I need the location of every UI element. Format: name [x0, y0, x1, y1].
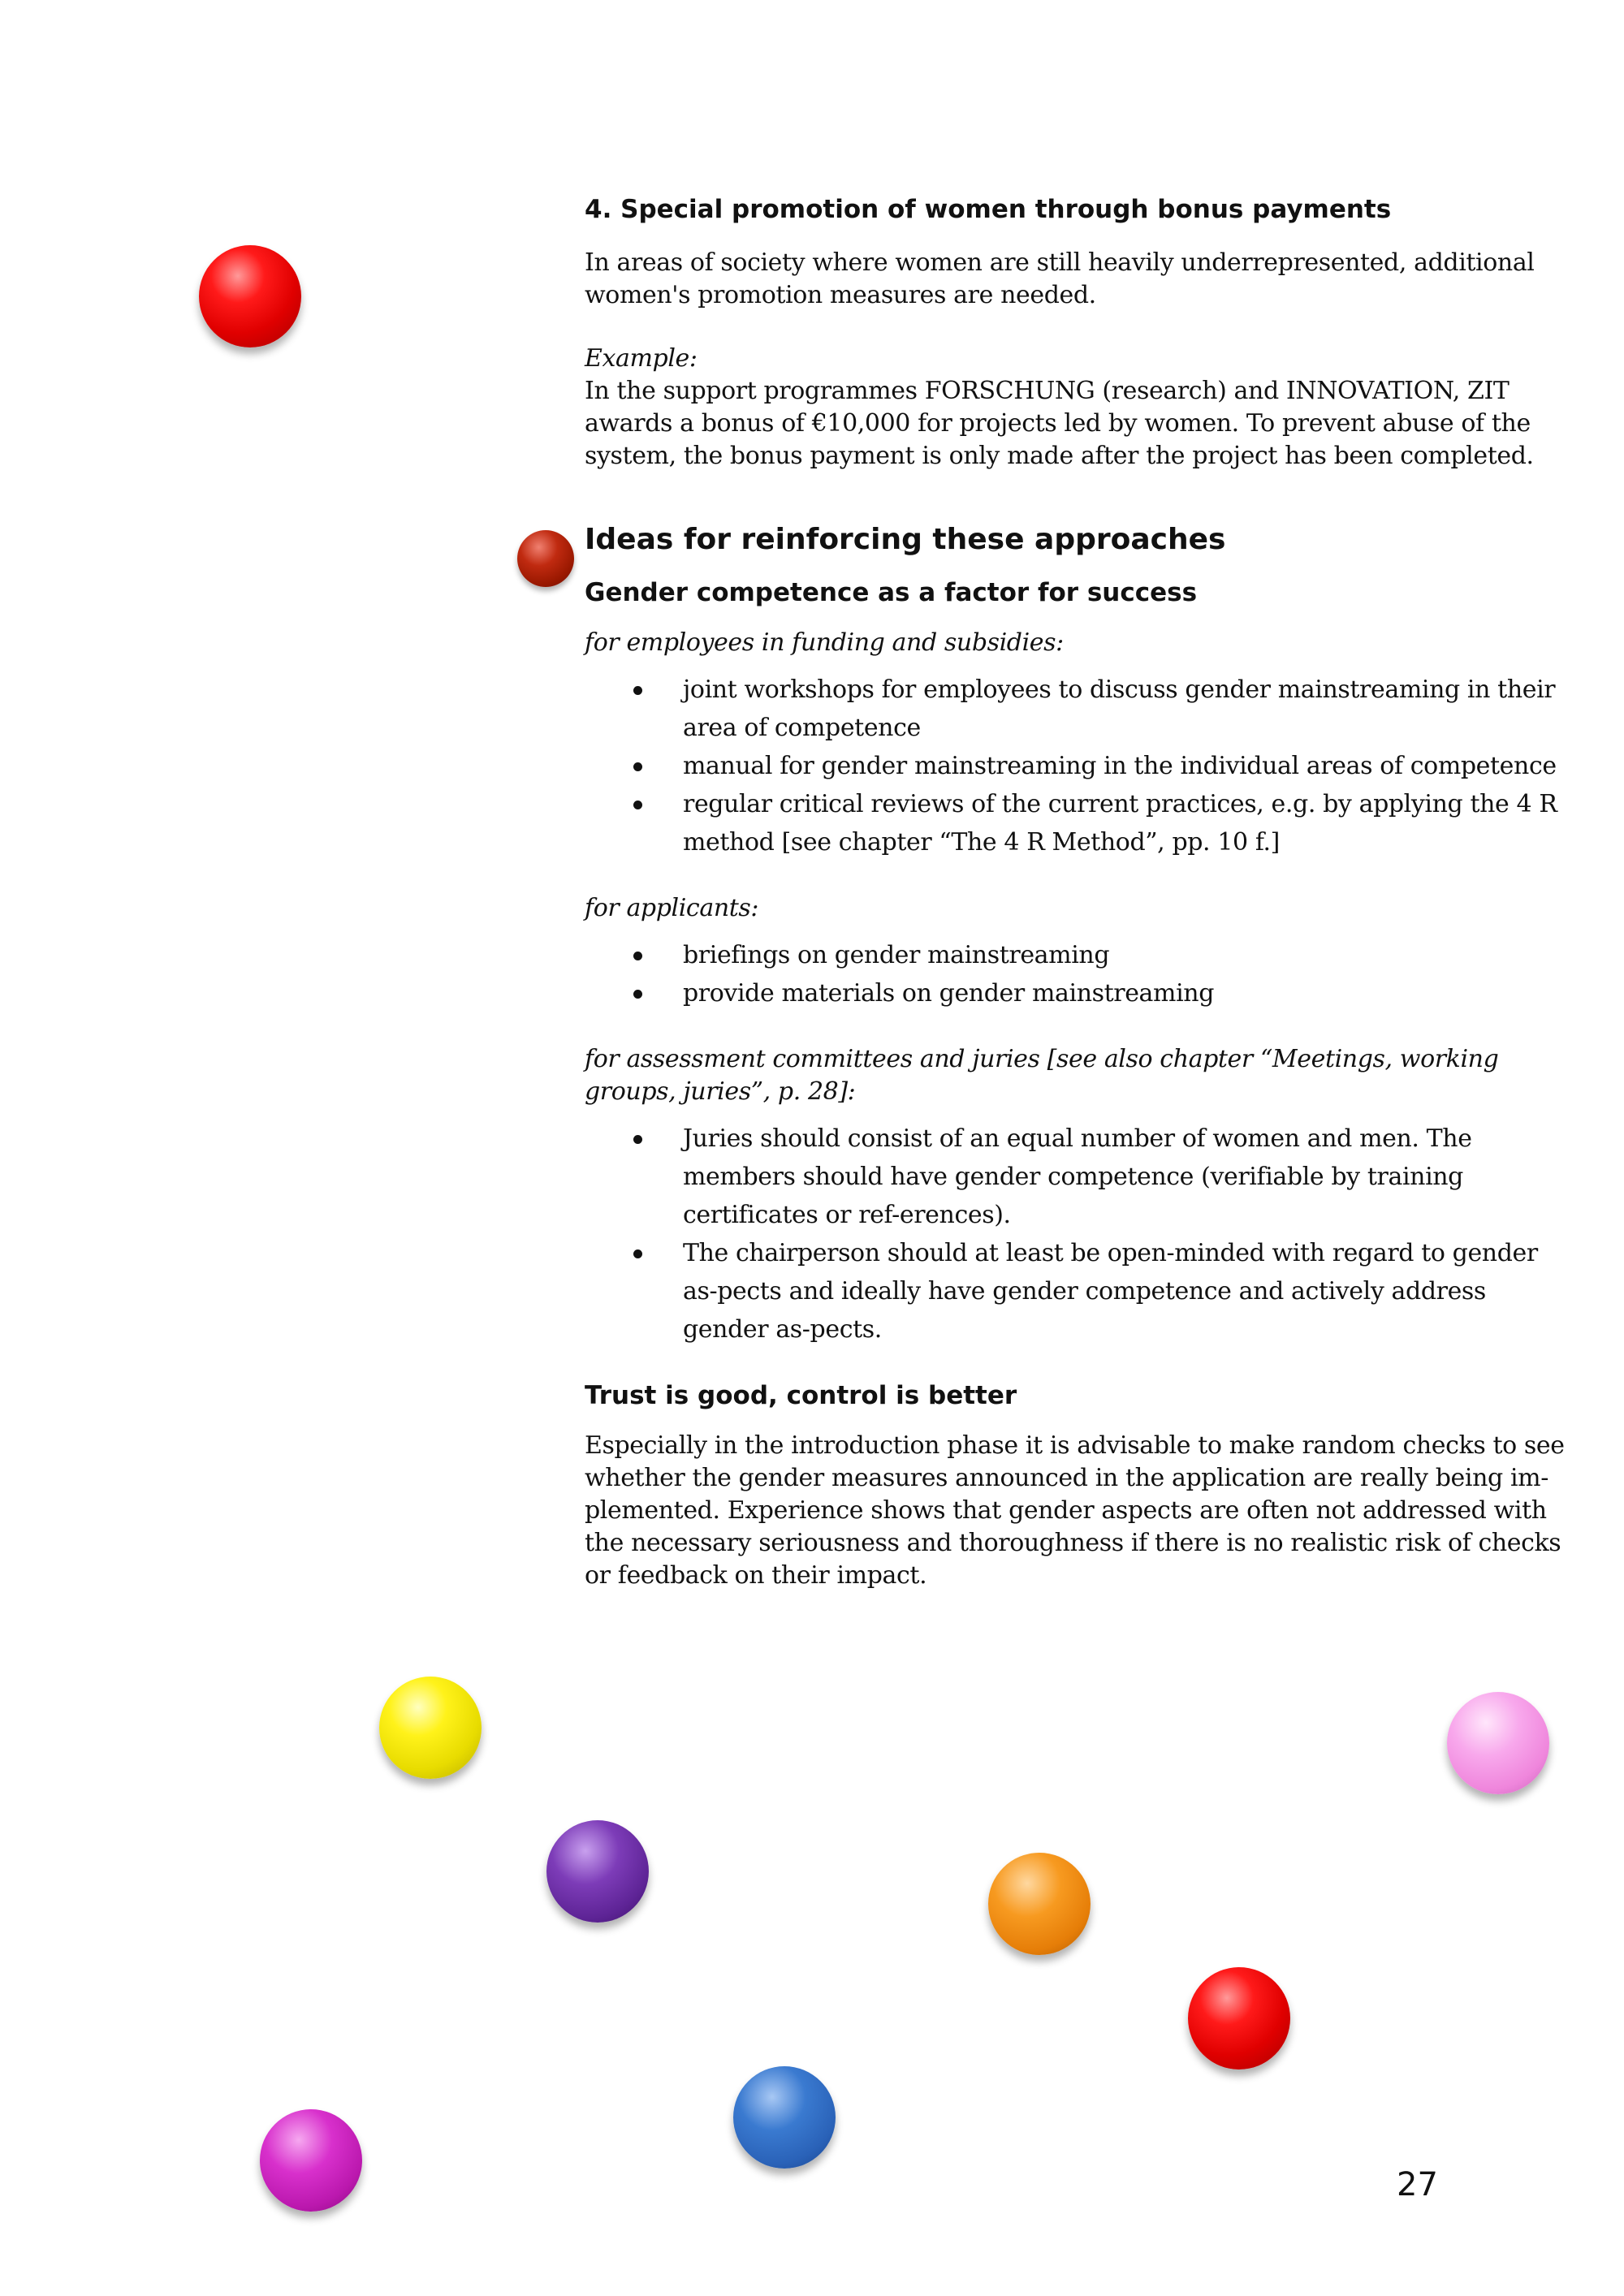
- bullet-icon: [633, 990, 642, 999]
- trust-paragraph: Especially in the introduction phase it is advisable to make random checks to see whether the gender measures announced in the application are really being im-plemented. Experience shows that gender aspects are often not addressed with the necessary seriousness and thoroughness if there is no realistic risk of checks or feedback on their impact.: [585, 1431, 1565, 1590]
- red-ball-decoration: [199, 245, 301, 347]
- red-ball-decoration-lower: [1188, 1967, 1290, 2069]
- list-item-text: briefings on gender mainstreaming: [683, 941, 1110, 969]
- list-item-text: The chairperson should at least be open-minded with regard to gender as-pects and ideally have gender competence and actively address gender as-pects.: [683, 1239, 1538, 1344]
- gender-competence-subheading: Gender competence as a factor for success: [585, 578, 1198, 607]
- example-paragraph: In the support programmes FORSCHUNG (research) and INNOVATION, ZIT awards a bonus of €10,000 for projects led by women. To prevent abuse of the system, the bonus payment is only made after the project has been completed.: [585, 377, 1534, 470]
- bullet-list-employees: [585, 671, 1567, 861]
- dark-red-bullet-ball: [517, 530, 574, 587]
- magenta-ball-decoration: [260, 2109, 362, 2212]
- list-item: [585, 1234, 1567, 1349]
- list-item-text: provide materials on gender mainstreaming: [683, 979, 1215, 1008]
- bullet-icon: [633, 952, 642, 960]
- purple-ball-decoration: [546, 1820, 649, 1923]
- list-item: [585, 671, 1567, 747]
- bullet-list-juries: [585, 1120, 1567, 1349]
- bullet-icon: [633, 762, 642, 771]
- page-number: 27: [1397, 2166, 1438, 2203]
- list-item: [585, 1120, 1567, 1234]
- list-item-text: manual for gender mainstreaming in the individual areas of competence: [683, 752, 1557, 780]
- group-label-juries: for assessment committees and juries [see also chapter “Meetings, working groups, juries”, p. 28]:: [585, 1045, 1499, 1106]
- list-item-text: regular critical reviews of the current practices, e.g. by applying the 4 R method [see chapter “The 4 R Method”, pp. 10 f.]: [683, 790, 1557, 857]
- yellow-ball-decoration: [379, 1677, 482, 1779]
- list-item-text: Juries should consist of an equal number of women and men. The members should have gender competence (verifiable by training certificates or ref-erences).: [683, 1124, 1472, 1229]
- list-item-text: joint workshops for employees to discuss gender mainstreaming in their area of competence: [683, 675, 1556, 742]
- list-item: [585, 747, 1567, 785]
- list-item: [585, 974, 1567, 1012]
- bullet-icon: [633, 1135, 642, 1144]
- bullet-icon: [633, 1249, 642, 1258]
- group-label-employees: for employees in funding and subsidies:: [585, 628, 1064, 657]
- trust-heading: Trust is good, control is better: [585, 1381, 1017, 1410]
- bullet-icon: [633, 686, 642, 695]
- blue-ball-decoration: [733, 2066, 836, 2169]
- section-heading-bonus: 4. Special promotion of women through bonus payments: [585, 195, 1392, 224]
- section-intro-paragraph: In areas of society where women are still heavily underrepresented, additional women's promotion measures are needed.: [585, 248, 1535, 309]
- bullet-list-applicants: [585, 936, 1567, 1012]
- bullet-icon: [633, 801, 642, 809]
- text-column: [585, 193, 1567, 1592]
- orange-ball-decoration: [988, 1853, 1091, 1955]
- pink-ball-decoration: [1447, 1692, 1549, 1794]
- example-label: Example:: [585, 344, 698, 373]
- list-item: [585, 936, 1567, 974]
- ideas-heading: Ideas for reinforcing these approaches: [585, 523, 1226, 556]
- group-label-applicants: for applicants:: [585, 894, 759, 922]
- list-item: [585, 785, 1567, 861]
